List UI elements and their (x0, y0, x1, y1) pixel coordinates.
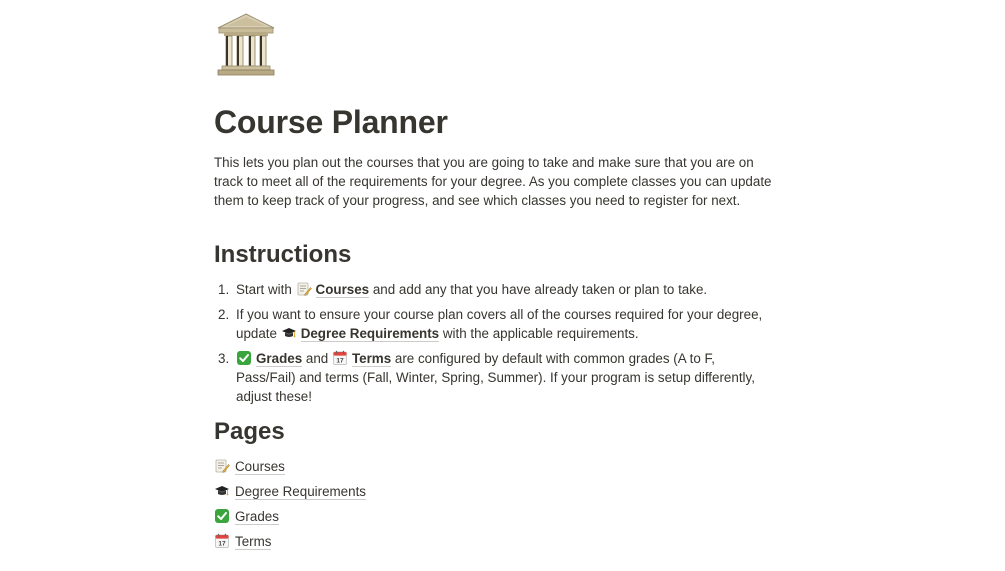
page-link-label: Courses (235, 459, 285, 474)
degree-requirements-link-label: Degree Requirements (300, 326, 440, 341)
grades-link[interactable] (236, 351, 302, 366)
check-mark-icon (236, 350, 252, 366)
memo-icon (296, 281, 312, 297)
terms-link-label: Terms (351, 351, 392, 366)
step-text-after: are configured by default with common grades (A to F, Pass/Fail) and terms (Fall, Winter, Spring, Summer). If your program is setup differently, adjust these! (236, 351, 755, 404)
calendar-icon (214, 533, 230, 549)
check-mark-icon (214, 508, 230, 524)
step-text (236, 305, 776, 343)
classical-building-icon[interactable] (214, 10, 278, 76)
step-text-after: with the applicable requirements. (439, 326, 639, 341)
page-link-courses[interactable] (214, 456, 285, 478)
graduation-cap-icon (214, 483, 230, 499)
page-link-terms[interactable] (214, 531, 271, 553)
courses-link[interactable] (296, 282, 370, 297)
memo-icon (214, 458, 230, 474)
page-link-label: Degree Requirements (235, 484, 366, 499)
page-link-label: Terms (235, 534, 272, 549)
step-text-middle: and (302, 351, 332, 366)
terms-link[interactable] (332, 351, 391, 366)
step-number: 2. (218, 307, 230, 322)
step-text (236, 280, 776, 299)
calendar-icon (332, 350, 348, 366)
graduation-cap-icon (281, 325, 297, 341)
step-text (236, 349, 776, 406)
degree-requirements-link[interactable] (281, 326, 439, 341)
pages-heading: Pages (214, 418, 285, 445)
page-title: Course Planner (214, 104, 448, 140)
page-description: This lets you plan out the courses that you are going to take and make sure that you are on track to meet all of the requirements for your degree. As you complete classes you can update them to keep track of your progress, and see which classes you need to register for next. (214, 155, 772, 208)
instructions-heading: Instructions (214, 241, 352, 268)
step-number: 1. (218, 282, 230, 297)
page-link-degree-requirements[interactable] (214, 481, 366, 503)
courses-link-label: Courses (315, 282, 370, 297)
page-link-label: Grades (235, 509, 279, 524)
page-link-grades[interactable] (214, 506, 279, 528)
grades-link-label: Grades (256, 351, 303, 366)
step-text-before: If you want to ensure your course plan covers all of the courses required for your degree, update (236, 307, 763, 341)
step-text-after: and add any that you have already taken or plan to take. (369, 282, 708, 297)
step-number: 3. (218, 351, 230, 366)
step-text-before: Start with (236, 282, 296, 297)
